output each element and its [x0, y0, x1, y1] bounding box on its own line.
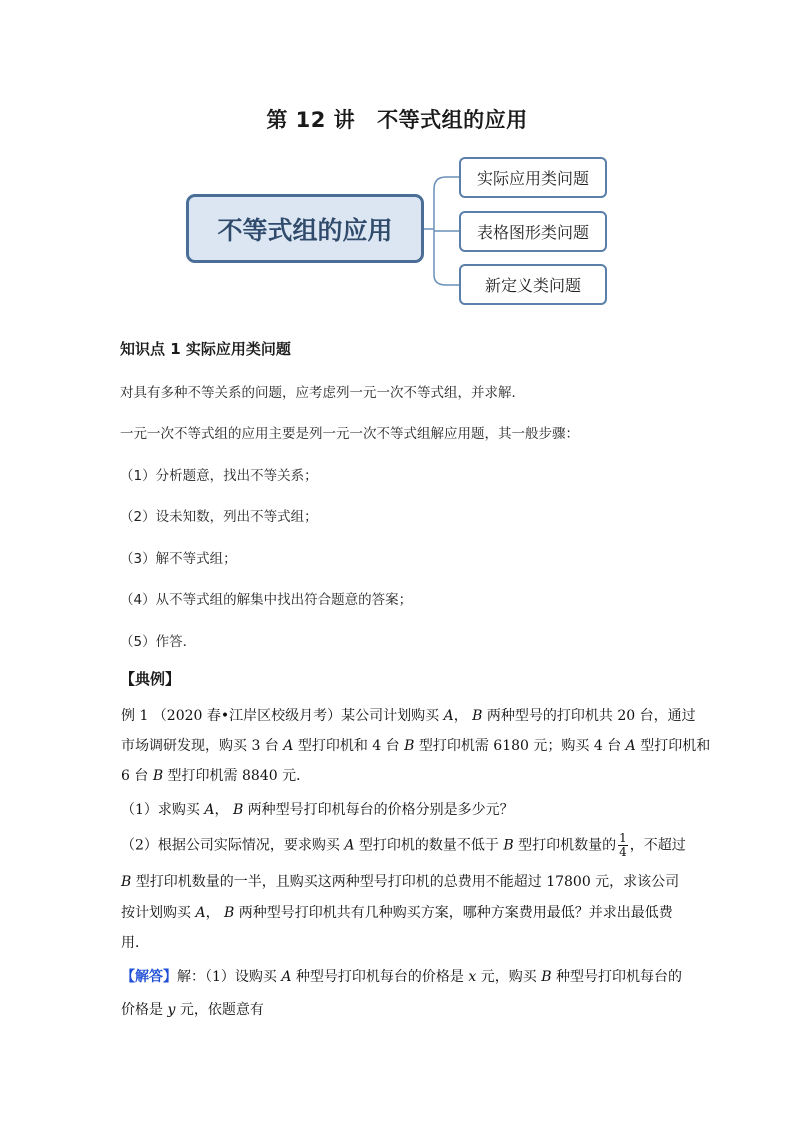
- example-label: 【典例】: [120, 670, 181, 688]
- answer-line-2: 价格是 y 元，依题意有: [121, 1002, 264, 1018]
- question-1: （1）求购买 A， B 两种型号打印机每台的价格分别是多少元？: [121, 802, 514, 818]
- step-1: （1）分析题意，找出不等关系；: [120, 468, 318, 484]
- question-2-line-3: 按计划购买 A， B 两种型号打印机共有几种购买方案，哪种方案费用最低？并求出最低费: [121, 905, 673, 921]
- answer-label: 【解答】: [121, 969, 177, 985]
- mindmap-node-new-definition: 新定义类问题: [459, 264, 607, 305]
- mindmap-connectors: [0, 0, 794, 330]
- step-3: （3）解不等式组；: [120, 551, 237, 567]
- example-line-2: 市场调研发现，购买 3 台 A 型打印机和 4 台 B 型打印机需 6180 元；购买 4 台 A 型打印机和: [121, 738, 711, 754]
- paragraph-2: 一元一次不等式组的应用主要是列一元一次不等式组解应用题，其一般步骤：: [120, 426, 579, 442]
- mindmap-center-node: 不等式组的应用: [186, 194, 424, 263]
- answer-line-1: 【解答】解：（1）设购买 A 种型号打印机每台的价格是 x 元，购买 B 种型号打印机每台的: [121, 969, 682, 985]
- section-heading: 知识点 1 实际应用类问题: [120, 340, 291, 358]
- step-5: （5）作答．: [120, 634, 197, 650]
- paragraph-1: 对具有多种不等关系的问题，应考虑列一元一次不等式组，并求解．: [120, 385, 525, 401]
- question-2-line-4: 用．: [121, 935, 149, 951]
- step-4: （4）从不等式组的解集中找出符合题意的答案；: [120, 592, 413, 608]
- mindmap-node-table-graph: 表格图形类问题: [459, 211, 607, 252]
- step-2: （2）设未知数，列出不等式组；: [120, 509, 318, 525]
- example-line-1: 例 1 （2020 春•江岸区校级月考）某公司计划购买 A， B 两种型号的打印机共 20 台，通过: [121, 708, 696, 724]
- question-2-line-2: B 型打印机数量的一半，且购买这两种型号打印机的总费用不能超过 17800 元，求该公司: [121, 874, 680, 890]
- fraction: $\frac{1}{4}$: [619, 831, 627, 859]
- lecture-number: 第 12 讲: [266, 108, 356, 132]
- mindmap-node-practical: 实际应用类问题: [459, 157, 607, 198]
- lecture-topic: 不等式组的应用: [377, 108, 528, 132]
- question-2-line-1: （2）根据公司实际情况，要求购买 A 型打印机的数量不低于 B 型打印机数量的 $\frac{1}{4}$ ，不超过: [121, 831, 686, 859]
- example-line-3: 6 台 B 型打印机需 8840 元．: [121, 768, 311, 784]
